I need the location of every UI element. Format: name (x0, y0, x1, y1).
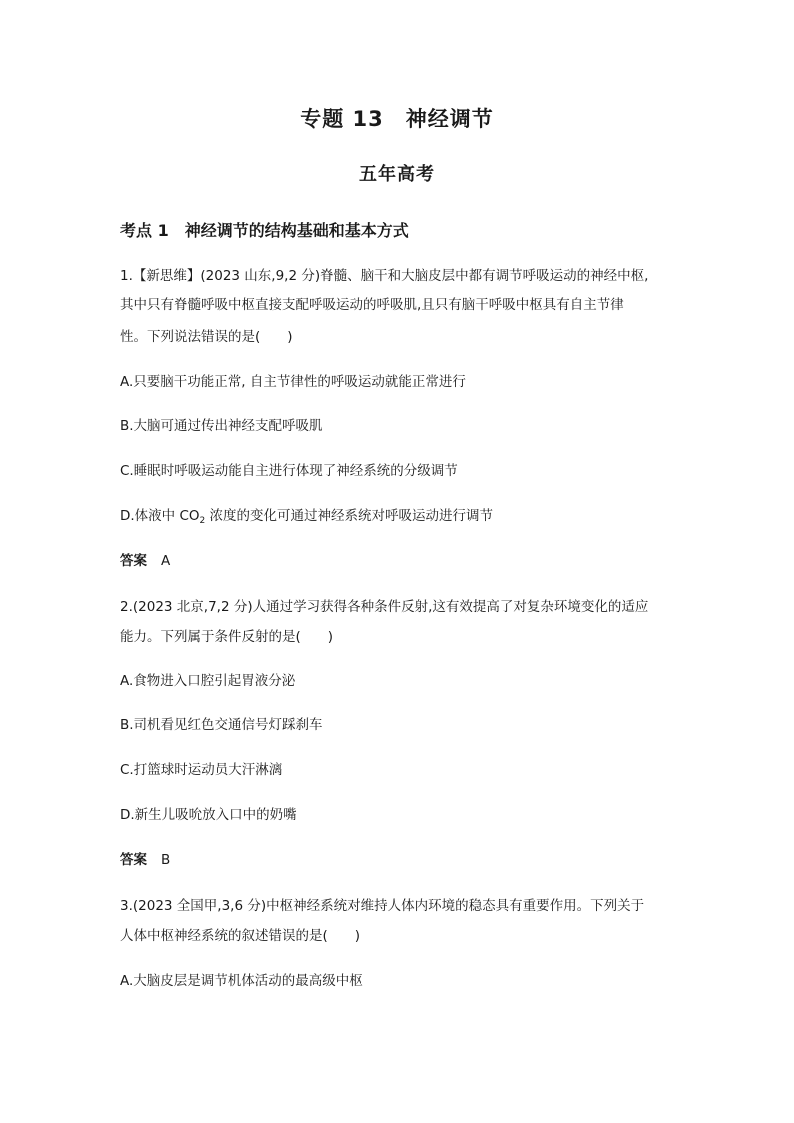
q1-option-c: C.睡眠时呼吸运动能自主进行体现了神经系统的分级调节 (120, 463, 458, 479)
q2-stem-line-1: 2.(2023 北京,7,2 分)人通过学习获得各种条件反射,这有效提高了对复杂环境变化的适应 (120, 599, 649, 615)
q1-option-d-post: 浓度的变化可通过神经系统对呼吸运动进行调节 (205, 508, 494, 524)
q2-option-c: C.打篮球时运动员大汗淋漓 (120, 762, 283, 778)
page-subtitle: 五年高考 (359, 164, 435, 185)
q1-stem-text: (2023 山东,9,2 分)脊髓、脑干和大脑皮层中都有调节呼吸运动的神经中枢, (200, 268, 649, 284)
section-title: 神经调节的结构基础和基本方式 (184, 221, 409, 240)
answer-label: 答案 (120, 852, 147, 868)
q1-number: 1. (120, 268, 133, 284)
page-title (0, 103, 794, 133)
q2-option-b: B.司机看见红色交通信号灯踩刹车 (120, 717, 323, 733)
q1-option-a: A.只要脑干功能正常, 自主节律性的呼吸运动就能正常进行 (120, 374, 466, 390)
q1-answer (120, 551, 170, 571)
q2-option-a: A.食物进入口腔引起胃液分泌 (120, 673, 296, 689)
q3-option-a: A.大脑皮层是调节机体活动的最高级中枢 (120, 973, 363, 989)
q1-option-d (120, 506, 493, 531)
q2-answer (120, 850, 170, 870)
q3-stem-line-1: 3.(2023 全国甲,3,6 分)中枢神经系统对维持人体内环境的稳态具有重要作用。下列关于 (120, 898, 645, 914)
answer-value: B (161, 852, 171, 868)
co2-subscript: 2 (199, 516, 206, 526)
q1-stem-line-3: 性。下列说法错误的是( ) (120, 329, 293, 345)
section-number: 考点 1 (120, 221, 169, 240)
title-main: 专题 13 (300, 107, 384, 131)
title-topic: 神经调节 (405, 107, 494, 131)
q1-option-b: B.大脑可通过传出神经支配呼吸肌 (120, 418, 323, 434)
q1-tag: 【新思维】 (132, 268, 201, 284)
answer-label: 答案 (120, 553, 147, 569)
q3-stem-line-2: 人体中枢神经系统的叙述错误的是( ) (120, 928, 361, 944)
q1-stem-line-2: 其中只有脊髓呼吸中枢直接支配呼吸运动的呼吸肌,且只有脑干呼吸中枢具有自主节律 (120, 297, 624, 313)
answer-value: A (161, 553, 171, 569)
q2-stem-line-2: 能力。下列属于条件反射的是( ) (120, 629, 334, 645)
q1-stem-line-1 (120, 266, 648, 286)
q1-option-d-pre: D.体液中 CO (120, 508, 200, 524)
section-heading (120, 218, 409, 241)
q2-option-d: D.新生儿吸吮放入口中的奶嘴 (120, 807, 297, 823)
